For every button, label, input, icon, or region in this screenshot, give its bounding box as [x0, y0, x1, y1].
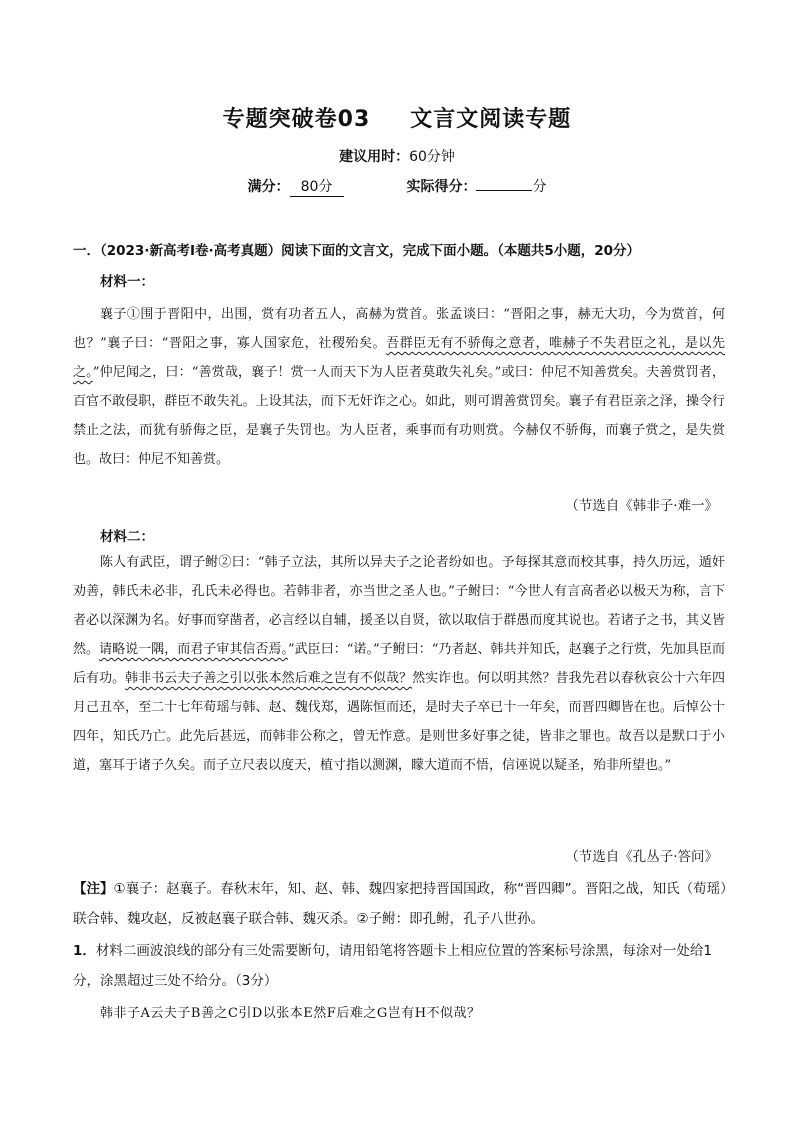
material1-text-2: ”仲尼闻之，曰：“善赏哉，襄子！赏一人而天下为人臣者莫敢失礼矣。”或曰：仲尼不知善赏矣。夫善赏罚者，百官不敢侵职，群臣不敢失礼。上设其法，而下无奸诈之心。如此，则可谓善赏罚矣。襄子有君臣亲之泽，操令行禁止之法，而犹有骄侮之臣，是襄子失罚也。为人臣者，乘事而有功则赏。今赫仅不骄侮，而襄子赏之，是失赏也。故曰：仲尼不知善赏。 — [73, 365, 725, 467]
actual-score-blank[interactable] — [476, 190, 532, 191]
material2-source: （节选自《孔丛子·答问》 — [565, 849, 718, 865]
material1-label: 材料一： — [100, 274, 154, 290]
material2-passage — [73, 548, 725, 780]
actual-score-label: 实际得分： — [406, 179, 477, 195]
material2-text-2: ”武臣曰：“诺。”子鲋曰：“乃者赵、韩共并知氏，赵襄子之行赏，先加具臣而后有功。 — [73, 642, 725, 686]
notes-label: 【注】 — [73, 881, 114, 897]
question-1-text: 材料二画波浪线的部分有三处需要断句，请用铅笔将答题卡上相应位置的答案标号涂黑，每涂对一处给1分，涂黑超过三处不给分。（3分） — [73, 943, 712, 989]
material1-source: （节选自《韩非子·难一》 — [565, 498, 718, 514]
material2-wavy-2: 韩非书云夫子善之引以张本然后难之岂有不似哉？ — [125, 671, 413, 686]
question-1-options: 韩非子A云夫子B善之C引D以张本E然F后难之G岂有H不似哉？ — [100, 1006, 481, 1021]
section-heading: 一．（2023·新高考Ⅰ卷·高考真题）阅读下面的文言文，完成下面小题。（本题共5小题，20分） — [73, 243, 641, 259]
question-1-number: 1． — [73, 943, 96, 959]
material2-text-3: 然实诈也。何以明其然？昔我先君以春秋哀公十六年四月己丑卒，至二十七年荀瑶与韩、赵、魏伐郑，遇陈恒而还，是时夫子卒已十一年矣，而晋四卿皆在也。后悼公十四年，知氏乃亡。此先后甚远，而韩非公称之，曾无怍意。是则世多好事之徒，皆非之罪也。故吾以是默口于小道，塞耳于诸子久矣。而子立尺表以度天，植寸指以测渊，矇大道而不悟，信诬说以疑圣，殆非所望也。” — [73, 671, 725, 773]
score-line — [0, 176, 794, 197]
suggest-label: 建议用时： — [339, 149, 410, 165]
material1-text-1: 襄子①围于晋阳中，出围，赏有功者五人，高赫为赏首。张孟谈曰：“晋阳之事，赫无大功，今为赏首，何也？”襄子曰：“晋阳之事，寡人国家危，社稷殆矣。 — [73, 307, 725, 351]
material1-passage — [73, 300, 725, 474]
material2-text-1: 陈人有武臣，谓子鲋②曰：“韩子立法，其所以异夫子之论者纷如也。予每探其意而校其事，持久历远，遁奸劝善，韩氏未必非，孔氏未必得也。若韩非者，亦当世之圣人也。”子鲋曰：“今世人有言高者必以极天为称，言下者必以深渊为名。好事而穿凿者，必言经以自辅，援圣以自贤，欲以取信于群愚而度其说也。若诸子之书，其义皆然。 — [73, 555, 725, 657]
suggest-value: 60分钟 — [409, 149, 455, 165]
page-title — [0, 102, 794, 133]
question-1 — [73, 936, 733, 996]
notes — [73, 874, 733, 934]
full-score-value: 80分 — [290, 176, 344, 197]
full-score-label: 满分： — [247, 179, 290, 195]
notes-text: ①襄子：赵襄子。春秋末年，知、赵、韩、魏四家把持晋国国政，称“晋四卿”。晋阳之战，知氏（荀瑶）联合韩、魏攻赵，反被赵襄子联合韩、魏灭杀。②子鲋：即孔鲋，孔子八世孙。 — [73, 881, 727, 927]
material2-label: 材料二： — [100, 529, 154, 545]
suggested-time — [0, 146, 794, 166]
actual-score-unit: 分 — [532, 179, 547, 195]
material1-wavy-text: 吾群臣无有不骄侮之意者，唯赫子不失君臣之礼，是以先之。 — [73, 336, 725, 380]
title-right: 文言文阅读专题 — [410, 107, 572, 132]
title-left: 专题突破卷03 — [222, 107, 371, 132]
material2-wavy-1: 请略说一隅，而君子审其信否焉。 — [99, 642, 288, 657]
